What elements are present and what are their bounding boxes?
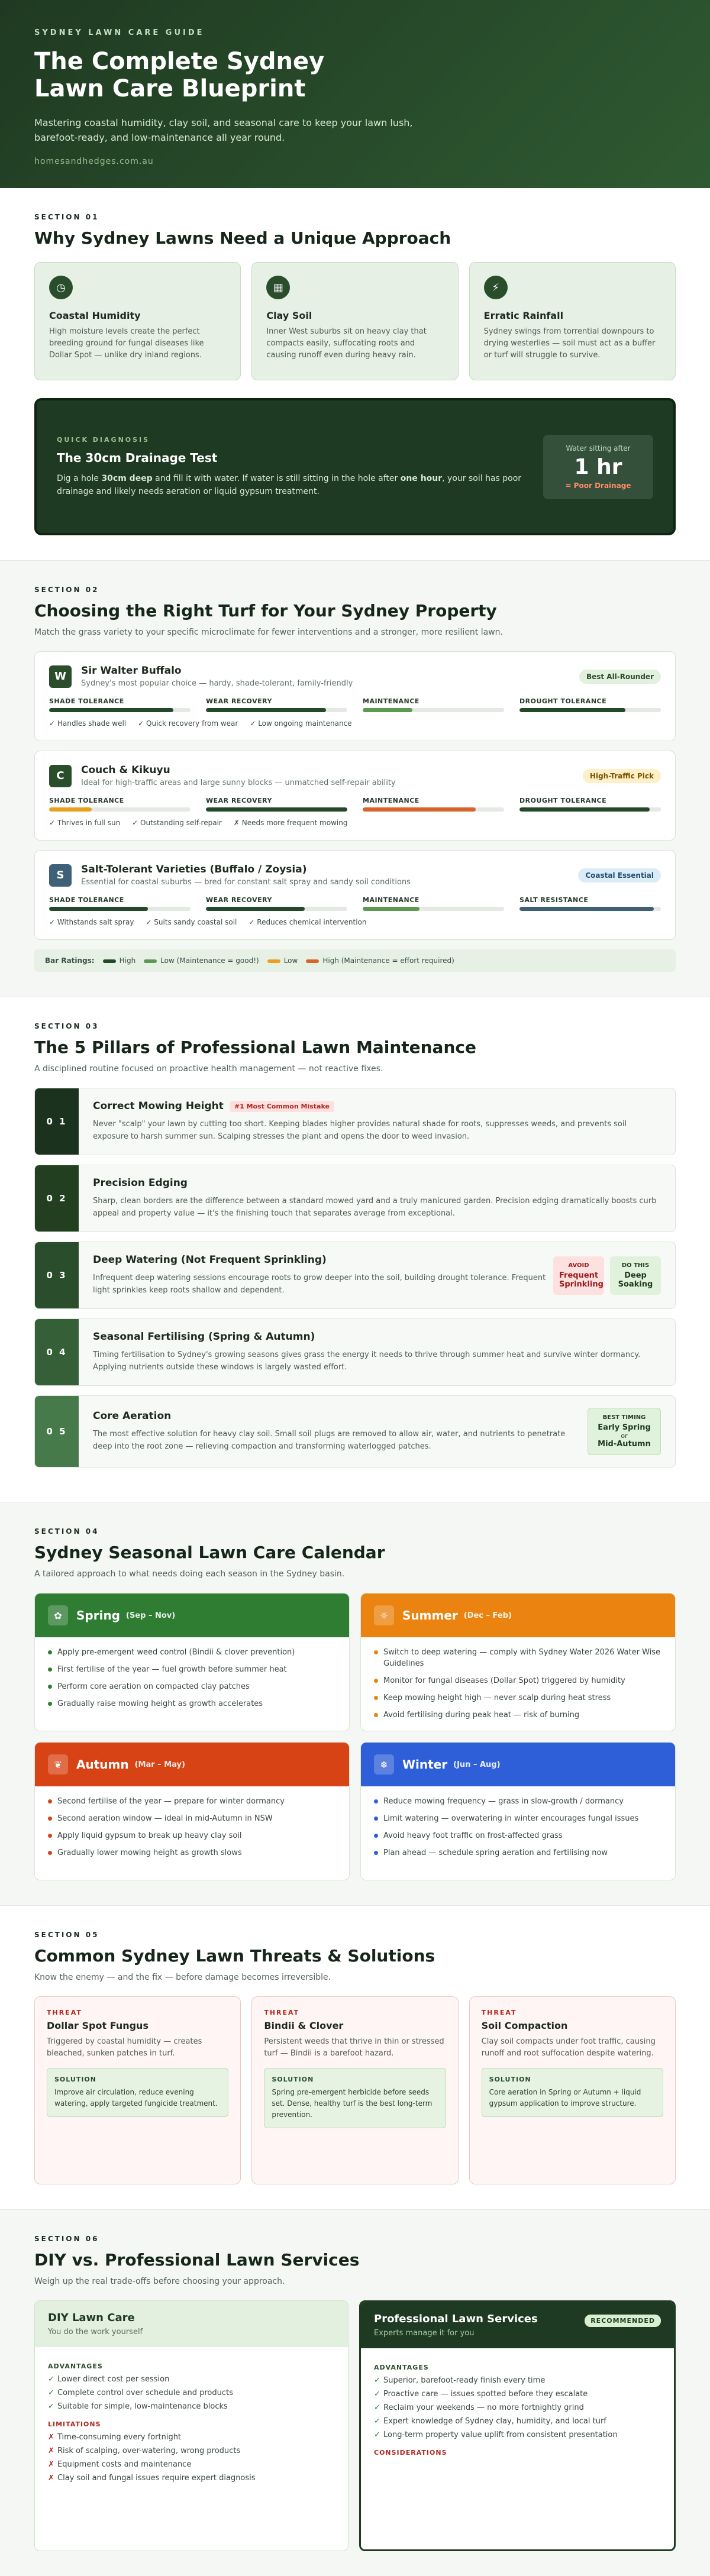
section-label: SECTION 03 xyxy=(34,1022,99,1030)
season-task: Second fertilise of the year — prepare for winter dormancy xyxy=(48,1796,336,1807)
threat-text: Persistent weeds that thrive in thin or stressed turf — Bindii is a barefoot hazard. xyxy=(264,2037,444,2058)
section-turf xyxy=(0,561,710,997)
title-line-1: The Complete Sydney xyxy=(34,48,325,75)
pillar-title xyxy=(93,1331,661,1343)
turf-pill: Best All-Rounder xyxy=(579,670,661,684)
season-name: Spring xyxy=(76,1608,120,1622)
rating-bar xyxy=(49,797,191,812)
comparison-item xyxy=(48,2388,335,2397)
diy-sub: You do the work yourself xyxy=(48,2328,143,2336)
pro-item: ✗ Needs more frequent mowing xyxy=(233,819,348,827)
rating-track xyxy=(206,708,347,712)
diag-text: Dig a hole 30cm deep and fill it with water. If water is still sitting in the hole after one hour, your soil has poor drainage and likely needs aeration or liquid gypsum treatment. xyxy=(57,473,522,496)
rating-bar xyxy=(519,896,661,911)
item-text: Expert knowledge of Sydney clay, humidity, and local turf xyxy=(383,2417,606,2426)
turf-sub: Essential for coastal suburbs — bred for constant salt spray and sandy soil conditions xyxy=(81,878,411,887)
card-title: Clay Soil xyxy=(266,310,312,321)
solution-text: Spring pre-emergent herbicide before seeds set. Dense, healthy turf is the best long-term prevention. xyxy=(272,2088,433,2119)
cross-icon: ✗ xyxy=(48,2474,54,2483)
rating-track xyxy=(363,807,504,812)
pillar-number: 0 2 xyxy=(35,1165,79,1232)
rating-label: DROUGHT TOLERANCE xyxy=(519,797,607,804)
challenge-card xyxy=(34,262,241,380)
season-task: Avoid heavy foot traffic on frost-affected grass xyxy=(374,1830,662,1841)
turf-letter-badge: C xyxy=(49,765,72,787)
pro-con-label: CONSIDERATIONS xyxy=(374,2449,447,2457)
turf-name: Salt-Tolerant Varieties (Buffalo / Zoysia) xyxy=(81,864,307,875)
result-status: = Poor Drainage xyxy=(565,481,631,490)
season-task: First fertilise of the year — fuel growth before summer heat xyxy=(48,1664,336,1675)
challenge-card xyxy=(469,262,676,380)
pillar-card xyxy=(34,1395,676,1468)
solution-text: Improve air circulation, reduce evening watering, apply targeted fungicide treatment. xyxy=(54,2088,218,2108)
cross-icon: ✗ xyxy=(48,2446,54,2455)
season-task: Apply pre-emergent weed control (Bindii & clover prevention) xyxy=(48,1647,336,1658)
rating-label: WEAR RECOVERY xyxy=(206,797,272,804)
sprout-icon: ✿ xyxy=(48,1605,68,1625)
rating-fill xyxy=(206,807,347,812)
diag-tag: QUICK DIAGNOSIS xyxy=(57,435,150,444)
comparison-item xyxy=(374,2430,661,2439)
pillar-title-text: Core Aeration xyxy=(93,1410,172,1422)
comparison-item xyxy=(374,2417,661,2426)
rating-fill xyxy=(49,708,173,712)
section-label: SECTION 06 xyxy=(34,2235,99,2243)
season-name: Autumn xyxy=(76,1757,129,1772)
rating-track xyxy=(49,807,191,812)
rating-bar xyxy=(206,896,347,911)
section-threats xyxy=(0,1906,710,2210)
turf-name: Sir Walter Buffalo xyxy=(81,665,182,677)
drainage-test-panel xyxy=(34,398,676,535)
season-tasks xyxy=(35,1786,349,1874)
season-range: (Mar – May) xyxy=(134,1760,185,1769)
rating-fill xyxy=(363,807,476,812)
season-tasks xyxy=(35,1637,349,1725)
leaf-icon: ❦ xyxy=(48,1754,68,1775)
turf-pill: Coastal Essential xyxy=(578,868,661,883)
rating-bar xyxy=(519,797,661,812)
season-card xyxy=(360,1742,676,1880)
season-task: Gradually raise mowing height as growth accelerates xyxy=(48,1698,336,1709)
best-label: BEST TIMING xyxy=(602,1414,646,1421)
rating-track xyxy=(206,807,347,812)
title-line-2: Lawn Care Blueprint xyxy=(34,75,306,102)
rating-bar xyxy=(363,896,504,911)
section-lead: Know the enemy — and the fix — before damage becomes irreversible. xyxy=(34,1973,331,1982)
rating-bar xyxy=(49,896,191,911)
turf-name: Couch & Kikuyu xyxy=(81,764,170,776)
avoid-box xyxy=(553,1256,604,1295)
season-header xyxy=(35,1743,349,1786)
hero-eyebrow: SYDNEY LAWN CARE GUIDE xyxy=(34,28,205,37)
hero-banner xyxy=(0,0,710,188)
threat-title: Dollar Spot Fungus xyxy=(47,2020,149,2031)
pillar-number: 0 5 xyxy=(35,1396,79,1467)
check-icon: ✓ xyxy=(374,2417,380,2426)
season-tasks xyxy=(361,1637,675,1731)
pillar-title-text: Correct Mowing Height xyxy=(93,1100,224,1112)
season-task: Plan ahead — schedule spring aeration and fertilising now xyxy=(374,1847,662,1859)
pillar-number: 0 3 xyxy=(35,1242,79,1308)
turf-sub: Ideal for high-traffic areas and large sunny blocks — unmatched self-repair ability xyxy=(81,778,396,787)
pillar-card xyxy=(34,1165,676,1232)
item-text: Complete control over schedule and products xyxy=(57,2388,233,2397)
item-text: Superior, barefoot-ready finish every time xyxy=(383,2376,546,2385)
section-label: SECTION 02 xyxy=(34,586,99,594)
turf-letter-badge: W xyxy=(49,665,72,688)
season-task: Keep mowing height high — never scalp during heat stress xyxy=(374,1692,662,1704)
rating-label: SHADE TOLERANCE xyxy=(49,797,124,804)
solution-box xyxy=(47,2068,228,2117)
rating-label: SALT RESISTANCE xyxy=(519,896,589,904)
rating-track xyxy=(49,708,191,712)
best-a: Early Spring xyxy=(598,1423,651,1432)
section-label: SECTION 01 xyxy=(34,213,99,221)
season-name: Summer xyxy=(402,1608,458,1622)
comparison-item xyxy=(48,2474,335,2483)
check-icon: ✓ xyxy=(374,2376,380,2385)
item-text: Long-term property value uplift from consistent presentation xyxy=(383,2430,618,2439)
rating-label: SHADE TOLERANCE xyxy=(49,697,124,705)
avoid-value: Frequent Sprinkling xyxy=(559,1271,604,1289)
pillar-text: Timing fertilisation to Sydney's growing seasons gives grass the energy it needs to thrive through summer heat and survive winter dormancy. Applying nutrients outside these windows is largely wasted effort. xyxy=(93,1350,641,1372)
pillar-title xyxy=(93,1410,582,1422)
threat-text: Triggered by coastal humidity — creates bleached, sunken patches in turf. xyxy=(47,2037,202,2058)
turf-pros xyxy=(49,819,661,827)
item-text: Time-consuming every fortnight xyxy=(57,2433,182,2442)
pillar-title-text: Seasonal Fertilising (Spring & Autumn) xyxy=(93,1331,315,1343)
comparison-item xyxy=(48,2446,335,2455)
rating-fill xyxy=(519,907,654,911)
pro-item: ✓ Thrives in full sun xyxy=(49,819,121,827)
card-text: Inner West suburbs sit on heavy clay that compacts easily, suffocating roots and causing runoff even during heavy rain. xyxy=(266,327,427,360)
comparison-item xyxy=(48,2402,335,2411)
result-value: 1 hr xyxy=(574,454,622,479)
rating-label: SHADE TOLERANCE xyxy=(49,896,124,904)
pro-adv-label: ADVANTAGES xyxy=(374,2364,429,2371)
comparison-item xyxy=(374,2403,661,2412)
season-card xyxy=(34,1742,350,1880)
best-timing-box xyxy=(588,1408,661,1455)
season-card xyxy=(360,1593,676,1731)
section-calendar xyxy=(0,1502,710,1906)
rating-bar xyxy=(363,797,504,812)
rating-fill xyxy=(519,708,625,712)
pro-item: ✓ Withstands salt spray xyxy=(49,918,134,926)
section-lead: A tailored approach to what needs doing each season in the Sydney basin. xyxy=(34,1569,345,1579)
turf-letter-badge: S xyxy=(49,864,72,887)
rating-bar xyxy=(206,797,347,812)
turf-pill: High-Traffic Pick xyxy=(583,769,661,783)
rating-bar xyxy=(206,697,347,712)
item-text: Clay soil and fungal issues require expert diagnosis xyxy=(57,2474,256,2483)
section-label: SECTION 04 xyxy=(34,1527,99,1536)
solution-box xyxy=(482,2068,663,2117)
do-value: Deep Soaking xyxy=(618,1271,653,1289)
turf-pros xyxy=(49,719,661,728)
section-title: Choosing the Right Turf for Your Sydney Property xyxy=(34,601,497,620)
card-text: Sydney swings from torrential downpours to drying westerlies — soil must act as a buffer or turf will struggle to survive. xyxy=(483,327,656,360)
solution-box xyxy=(264,2068,446,2128)
do-label: DO THIS xyxy=(621,1262,650,1269)
section-label: SECTION 05 xyxy=(34,1931,99,1939)
check-icon: ✓ xyxy=(48,2402,54,2411)
threat-title: Soil Compaction xyxy=(481,2020,568,2031)
pillar-title-text: Precision Edging xyxy=(93,1177,188,1189)
card-text: High moisture levels create the perfect breeding ground for fungal diseases like Dollar Spot — unlike dry inland regions. xyxy=(49,327,204,360)
item-text: Reclaim your weekends — no more fortnightly grind xyxy=(383,2403,584,2412)
threat-card xyxy=(469,1996,676,2184)
do-box xyxy=(610,1256,661,1295)
comparison-item xyxy=(48,2433,335,2442)
season-range: (Sep – Nov) xyxy=(126,1611,176,1620)
solution-label: SOLUTION xyxy=(272,2076,314,2083)
season-task: Reduce mowing frequency — grass in slow-growth / dormancy xyxy=(374,1796,662,1807)
pro-title: Professional Lawn Services xyxy=(374,2313,538,2325)
season-task: Switch to deep watering — comply with Sydney Water 2026 Water Wise Guidelines xyxy=(374,1647,662,1669)
rating-label: MAINTENANCE xyxy=(363,697,419,705)
card-title: Coastal Humidity xyxy=(49,310,141,321)
turf-sub: Sydney's most popular choice — hardy, shade-tolerant, family-friendly xyxy=(81,679,353,688)
solution-text: Core aeration in Spring or Autumn + liquid gypsum application to improve structure. xyxy=(489,2088,641,2108)
rating-bar xyxy=(49,697,191,712)
avoid-label: AVOID xyxy=(568,1262,589,1269)
rating-track xyxy=(363,708,504,712)
diy-lim-label: LIMITATIONS xyxy=(48,2420,101,2428)
soil-icon: ▦ xyxy=(266,276,290,299)
section-title: The 5 Pillars of Professional Lawn Maintenance xyxy=(34,1037,476,1057)
season-tasks xyxy=(361,1786,675,1874)
item-text: Proactive care — issues spotted before they escalate xyxy=(383,2390,588,2399)
pillar-card xyxy=(34,1242,676,1309)
pillar-text: Sharp, clean borders are the difference between a standard mowed yard and a truly manicured garden. Precision edging dramatically boosts curb appeal and property value — it's the finishing touch that separates average from exceptional. xyxy=(93,1197,657,1218)
section-unique-approach xyxy=(0,188,710,561)
turf-card xyxy=(34,751,676,841)
pillar-text: Infrequent deep watering sessions encourage roots to grow deeper into the soil, building drought tolerance. Frequent light sprinkles keep roots shallow and dependent. xyxy=(93,1274,546,1295)
best-or: or xyxy=(621,1432,628,1440)
threat-tag: THREAT xyxy=(47,2009,82,2016)
sun-icon: ☼ xyxy=(374,1605,394,1625)
section-diy-vs-pro xyxy=(0,2210,710,2576)
section-title: Sydney Seasonal Lawn Care Calendar xyxy=(34,1543,385,1562)
rating-label: MAINTENANCE xyxy=(363,896,419,904)
challenge-card xyxy=(251,262,458,380)
threat-card xyxy=(34,1996,241,2184)
pillar-number: 0 1 xyxy=(35,1088,79,1155)
diy-column xyxy=(34,2300,348,2551)
turf-card xyxy=(34,850,676,940)
season-task: Avoid fertilising during peak heat — risk of burning xyxy=(374,1709,662,1721)
section-lead: A disciplined routine focused on proactive health management — not reactive fixes. xyxy=(34,1064,383,1074)
rating-label: WEAR RECOVERY xyxy=(206,896,272,904)
cross-icon: ✗ xyxy=(48,2460,54,2469)
pillar-card xyxy=(34,1318,676,1386)
rating-fill xyxy=(49,907,148,911)
rating-track xyxy=(519,708,661,712)
mistake-badge: #1 Most Common Mistake xyxy=(230,1101,334,1112)
rating-fill xyxy=(49,807,92,812)
season-header xyxy=(35,1594,349,1637)
clock-icon: ◷ xyxy=(49,276,73,299)
season-header xyxy=(361,1594,675,1637)
item-text: Lower direct cost per session xyxy=(57,2375,170,2384)
season-task: Apply liquid gypsum to break up heavy clay soil xyxy=(48,1830,336,1841)
site-link[interactable]: homesandhedges.com.au xyxy=(34,157,154,166)
pro-item: ✓ Handles shade well xyxy=(49,719,127,728)
turf-card xyxy=(34,651,676,741)
pillar-text: The most effective solution for heavy clay soil. Small soil plugs are removed to allow air, water, and nutrients to penetrate deep into the root zone — relieving compaction and transforming waterlogged patches. xyxy=(93,1430,566,1451)
section-pillars xyxy=(0,997,710,1502)
season-card xyxy=(34,1593,350,1731)
bar-ratings-legend: Bar Ratings: High Low (Maintenance = good!) Low High (Maintenance = effort required) xyxy=(34,949,676,972)
section-title: DIY vs. Professional Lawn Services xyxy=(34,2250,360,2270)
diag-result-box xyxy=(543,435,653,499)
cross-icon: ✗ xyxy=(48,2433,54,2442)
season-task: Gradually lower mowing height as growth slows xyxy=(48,1847,336,1859)
pillar-number: 0 4 xyxy=(35,1319,79,1385)
pillar-card xyxy=(34,1088,676,1155)
season-header xyxy=(361,1743,675,1786)
check-icon: ✓ xyxy=(374,2403,380,2412)
pro-item: ✓ Suits sandy coastal soil xyxy=(146,918,237,926)
pro-sub: Experts manage it for you xyxy=(374,2329,475,2338)
rating-track xyxy=(519,907,661,911)
rating-label: MAINTENANCE xyxy=(363,797,419,804)
threat-text: Clay soil compacts under foot traffic, causing runoff and root suffocation despite watering. xyxy=(481,2037,656,2058)
comparison-item xyxy=(374,2376,661,2385)
threat-tag: THREAT xyxy=(481,2009,517,2016)
solution-label: SOLUTION xyxy=(54,2076,96,2083)
season-range: (Jun – Aug) xyxy=(453,1760,501,1769)
rating-label: WEAR RECOVERY xyxy=(206,697,272,705)
section-lead: Weigh up the real trade-offs before choosing your approach. xyxy=(34,2277,285,2286)
item-text: Risk of scalping, over-watering, wrong products xyxy=(57,2446,241,2455)
comparison-item xyxy=(374,2390,661,2399)
rating-fill xyxy=(519,807,650,812)
pro-item: ✓ Quick recovery from wear xyxy=(138,719,238,728)
solution-label: SOLUTION xyxy=(489,2076,531,2083)
pillar-title xyxy=(93,1100,661,1112)
comparison-item xyxy=(48,2375,335,2384)
season-name: Winter xyxy=(402,1757,448,1772)
rating-fill xyxy=(206,708,326,712)
snowflake-icon: ❄ xyxy=(374,1754,394,1775)
result-label: Water sitting after xyxy=(566,444,631,453)
threat-tag: THREAT xyxy=(264,2009,300,2016)
check-icon: ✓ xyxy=(374,2390,380,2399)
page-title xyxy=(34,48,676,102)
rating-bar xyxy=(363,697,504,712)
season-range: (Dec – Feb) xyxy=(463,1611,512,1620)
season-task: Perform core aeration on compacted clay patches xyxy=(48,1681,336,1692)
section-title: Common Sydney Lawn Threats & Solutions xyxy=(34,1946,435,1966)
check-icon: ✓ xyxy=(48,2375,54,2384)
item-text: Equipment costs and maintenance xyxy=(57,2460,192,2469)
rating-fill xyxy=(206,907,305,911)
diag-title: The 30cm Drainage Test xyxy=(57,450,218,465)
rating-track xyxy=(206,907,347,911)
rating-label: DROUGHT TOLERANCE xyxy=(519,697,607,705)
pillar-title-text: Deep Watering (Not Frequent Sprinkling) xyxy=(93,1254,327,1266)
pillar-title xyxy=(93,1254,547,1266)
rating-track xyxy=(49,907,191,911)
diy-adv-label: ADVANTAGES xyxy=(48,2362,103,2370)
pro-item: ✓ Outstanding self-repair xyxy=(132,819,222,827)
season-task: Monitor for fungal diseases (Dollar Spot) triggered by humidity xyxy=(374,1675,662,1686)
best-b: Mid-Autumn xyxy=(598,1440,651,1449)
pillar-text: Never "scalp" your lawn by cutting too short. Keeping blades higher provides natural shade for roots, suppresses weeds, and prevents soil exposure to harsh summer sun. Scalping stresses the plant and opens the door to weed invasion. xyxy=(93,1120,627,1141)
season-task: Limit watering — overwatering in winter encourages fungal issues xyxy=(374,1813,662,1824)
threat-card xyxy=(251,1996,458,2184)
pro-column xyxy=(359,2300,676,2551)
comparison-item xyxy=(48,2460,335,2469)
rain-icon: ⚡ xyxy=(484,276,508,299)
check-icon: ✓ xyxy=(374,2430,380,2439)
pro-item: ✓ Reduces chemical intervention xyxy=(248,918,367,926)
section-title: Why Sydney Lawns Need a Unique Approach xyxy=(34,228,451,248)
rating-fill xyxy=(363,708,412,712)
threat-title: Bindii & Clover xyxy=(264,2020,344,2031)
diy-title: DIY Lawn Care xyxy=(48,2312,135,2324)
rating-fill xyxy=(363,907,419,911)
rating-bar xyxy=(519,697,661,712)
season-task: Second aeration window — ideal in mid-Autumn in NSW xyxy=(48,1813,336,1824)
pillar-title xyxy=(93,1177,661,1189)
check-icon: ✓ xyxy=(48,2388,54,2397)
card-title: Erratic Rainfall xyxy=(483,310,564,321)
section-lead: Match the grass variety to your specific microclimate for fewer interventions and a stronger, more resilient lawn. xyxy=(34,628,503,637)
turf-pros xyxy=(49,918,661,926)
pro-item: ✓ Low ongoing maintenance xyxy=(250,719,352,728)
recommended-badge: RECOMMENDED xyxy=(585,2315,661,2327)
rating-track xyxy=(363,907,504,911)
hero-subtitle: Mastering coastal humidity, clay soil, and seasonal care to keep your lawn lush, barefoot-ready, and low-maintenance all year round. xyxy=(34,117,413,143)
item-text: Suitable for simple, low-maintenance blocks xyxy=(57,2402,228,2411)
rating-track xyxy=(519,807,661,812)
